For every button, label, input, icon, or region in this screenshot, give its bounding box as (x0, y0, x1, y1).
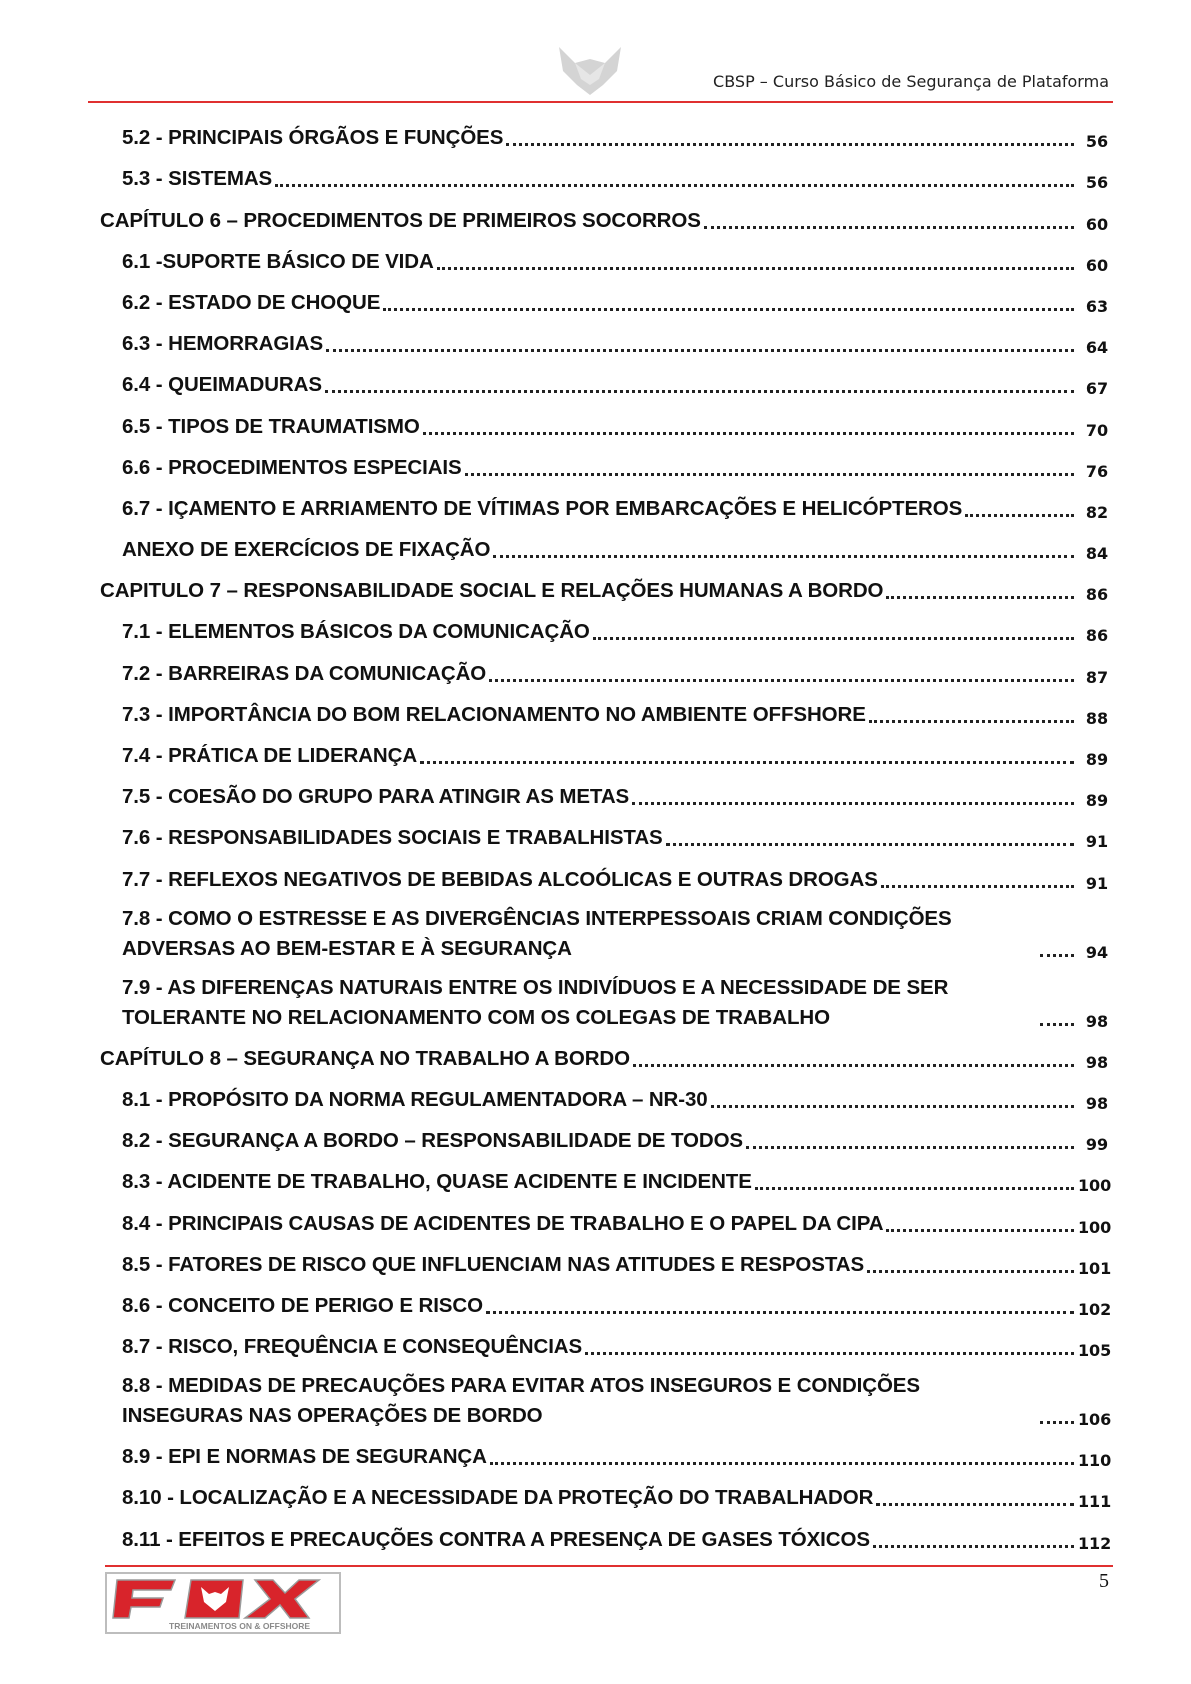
toc-entry-page: 100 (1078, 1176, 1112, 1196)
fox-watermark-icon (555, 45, 625, 97)
toc-entry-label: 8.4 - PRINCIPAIS CAUSAS DE ACIDENTES DE TRABALHO E O PAPEL DA CIPA (122, 1211, 884, 1235)
toc-entry-page: 105 (1078, 1341, 1112, 1361)
toc-entry-page: 98 (1085, 1093, 1108, 1113)
toc-section-entry[interactable] (100, 817, 1108, 858)
toc-entry-label: 8.9 - EPI E NORMAS DE SEGURANÇA (122, 1445, 487, 1469)
toc-entry-label: 8.11 - EFEITOS E PRECAUÇÕES CONTRA A PRESENÇA DE GASES TÓXICOS (122, 1527, 870, 1551)
toc-dot-leader (632, 802, 1074, 805)
toc-entry-page: 111 (1078, 1492, 1112, 1512)
toc-dot-leader (965, 514, 1074, 517)
toc-dot-leader (746, 1146, 1074, 1149)
toc-dot-leader (1040, 954, 1074, 957)
toc-entry-label: 8.1 - PROPÓSITO DA NORMA REGULAMENTADORA – NR-30 (122, 1087, 708, 1111)
toc-section-entry[interactable] (100, 735, 1108, 776)
toc-entry-label: 7.8 - COMO O ESTRESSE E AS DIVERGÊNCIAS INTERPESSOAIS CRIAM CONDIÇÕES ADVERSAS AO BEM-ESTAR E À SEGURANÇA (122, 906, 952, 960)
toc-entry-label: 7.4 - PRÁTICA DE LIDERANÇA (122, 744, 418, 767)
toc-section-entry[interactable] (100, 1244, 1112, 1285)
toc-entry-page: 94 (1085, 942, 1108, 962)
toc-section-entry[interactable] (100, 364, 1108, 405)
toc-section-entry[interactable] (100, 1518, 1112, 1559)
toc-section-entry[interactable] (100, 241, 1108, 282)
toc-section-entry[interactable] (100, 900, 1108, 969)
toc-entry-page: 101 (1078, 1258, 1112, 1278)
toc-section-entry[interactable] (100, 1477, 1112, 1518)
toc-entry-page: 88 (1085, 708, 1108, 728)
toc-dot-leader (383, 308, 1074, 311)
toc-section-entry[interactable] (100, 117, 1108, 158)
toc-entry-label: CAPITULO 7 – RESPONSABILIDADE SOCIAL E RELAÇÕES HUMANAS A BORDO (100, 579, 884, 603)
toc-dot-leader (881, 885, 1074, 888)
toc-dot-leader (490, 1462, 1074, 1465)
toc-dot-leader (325, 390, 1074, 393)
toc-dot-leader (326, 349, 1074, 352)
toc-section-entry[interactable] (100, 529, 1108, 570)
toc-dot-leader (437, 267, 1074, 270)
toc-dot-leader (486, 1311, 1074, 1314)
toc-section-entry[interactable] (100, 1120, 1108, 1161)
toc-section-entry[interactable] (100, 1436, 1112, 1477)
toc-entry-page: 106 (1078, 1410, 1112, 1430)
toc-section-entry[interactable] (100, 158, 1108, 199)
toc-entry-label: 8.7 - RISCO, FREQUÊNCIA E CONSEQUÊNCIAS (122, 1335, 583, 1359)
toc-entry-page: 70 (1085, 420, 1108, 440)
toc-entry-label: 8.10 - LOCALIZAÇÃO E A NECESSIDADE DA PROTEÇÃO DO TRABALHADOR (122, 1486, 874, 1510)
toc-entry-page: 98 (1085, 1011, 1108, 1031)
toc-dot-leader (704, 226, 1074, 229)
toc-entry-label: 6.1 -SUPORTE BÁSICO DE VIDA (122, 249, 434, 273)
toc-section-entry[interactable] (100, 858, 1108, 899)
toc-entry-page: 76 (1085, 461, 1108, 481)
toc-dot-leader (867, 1270, 1074, 1273)
toc-dot-leader (1040, 1421, 1074, 1424)
toc-entry-label: 6.3 - HEMORRAGIAS (122, 332, 324, 356)
toc-dot-leader (666, 843, 1074, 846)
toc-entry-label: 7.5 - COESÃO DO GRUPO PARA ATINGIR AS METAS (122, 785, 630, 809)
toc-dot-leader (633, 1064, 1074, 1067)
toc-chapter-entry[interactable] (100, 1038, 1108, 1079)
toc-entry-label: CAPÍTULO 6 – PROCEDIMENTOS DE PRIMEIROS SOCORROS (100, 208, 701, 232)
toc-entry-page: 60 (1085, 214, 1108, 234)
logo-tagline: TREINAMENTOS ON & OFFSHORE (169, 1621, 311, 1631)
toc-dot-leader (876, 1503, 1074, 1506)
toc-entry-page: 56 (1085, 173, 1108, 193)
toc-dot-leader (585, 1352, 1074, 1355)
toc-section-entry[interactable] (100, 1202, 1112, 1243)
toc-entry-page: 89 (1085, 791, 1108, 811)
toc-section-entry[interactable] (100, 1326, 1112, 1367)
toc-entry-label: 6.6 - PROCEDIMENTOS ESPECIAIS (122, 455, 462, 479)
toc-entry-label: 7.1 - ELEMENTOS BÁSICOS DA COMUNICAÇÃO (122, 620, 590, 644)
toc-section-entry[interactable] (100, 1367, 1112, 1436)
toc-entry-page: 100 (1078, 1217, 1112, 1237)
toc-section-entry[interactable] (100, 405, 1108, 446)
toc-entry-label: 8.8 - MEDIDAS DE PRECAUÇÕES PARA EVITAR ATOS INSEGUROS E CONDIÇÕES INSEGURAS NAS OPERAÇÕES DE BORDO (122, 1374, 920, 1428)
toc-entry-label: 8.5 - FATORES DE RISCO QUE INFLUENCIAM NAS ATITUDES E RESPOSTAS (122, 1252, 865, 1276)
toc-dot-leader (506, 143, 1074, 146)
toc-entry-page: 91 (1085, 832, 1108, 852)
toc-dot-leader (886, 1229, 1074, 1232)
toc-entry-page: 89 (1085, 750, 1108, 769)
toc-entry-page: 56 (1085, 132, 1108, 152)
toc-section-entry[interactable] (100, 652, 1108, 693)
fox-logo (105, 1572, 341, 1634)
toc-entry-label: 8.6 - CONCEITO DE PERIGO E RISCO (122, 1293, 483, 1317)
toc-section-entry[interactable] (100, 1079, 1108, 1120)
toc-entry-page: 87 (1085, 667, 1108, 687)
toc-entry-label: 6.5 - TIPOS DE TRAUMATISMO (122, 414, 420, 438)
toc-dot-leader (869, 720, 1074, 723)
toc-dot-leader (755, 1187, 1074, 1190)
toc-entry-page: 67 (1085, 379, 1108, 399)
toc-entry-label: 6.2 - ESTADO DE CHOQUE (122, 290, 381, 314)
toc-entry-label: 7.3 - IMPORTÂNCIA DO BOM RELACIONAMENTO NO AMBIENTE OFFSHORE (122, 702, 866, 726)
toc-entry-page: 91 (1085, 873, 1108, 893)
toc-entry-page: 102 (1078, 1299, 1112, 1319)
toc-entry-label: 6.4 - QUEIMADURAS (122, 373, 322, 397)
toc-section-entry[interactable] (100, 776, 1108, 817)
table-of-contents (100, 117, 1112, 1560)
toc-entry-page: 84 (1085, 544, 1108, 564)
toc-entry-page: 98 (1085, 1052, 1108, 1072)
toc-entry-label: CAPÍTULO 8 – SEGURANÇA NO TRABALHO A BORDO (100, 1046, 630, 1070)
toc-dot-leader (711, 1105, 1074, 1108)
toc-section-entry[interactable] (100, 969, 1108, 1038)
toc-entry-page: 86 (1085, 626, 1108, 646)
toc-entry-label: 7.7 - REFLEXOS NEGATIVOS DE BEBIDAS ALCOÓLICAS E OUTRAS DROGAS (122, 867, 878, 891)
toc-dot-leader (465, 473, 1074, 476)
toc-dot-leader (886, 596, 1074, 599)
toc-entry-label: 5.2 - PRINCIPAIS ÓRGÃOS E FUNÇÕES (122, 126, 504, 150)
toc-entry-page: 63 (1085, 296, 1108, 316)
toc-entry-page: 110 (1078, 1451, 1112, 1471)
toc-entry-label: 7.9 - AS DIFERENÇAS NATURAIS ENTRE OS INDIVÍDUOS E A NECESSIDADE DE SER TOLERANTE NO RELACIONAMENTO COM OS COLEGAS DE TRABALHO (122, 975, 949, 1029)
toc-entry-label: 5.3 - SISTEMAS (122, 167, 273, 191)
toc-entry-page: 86 (1085, 585, 1108, 605)
toc-entry-page: 82 (1085, 502, 1108, 522)
header-rule (88, 101, 1113, 103)
toc-section-entry[interactable] (100, 1161, 1112, 1202)
toc-dot-leader (489, 679, 1074, 682)
toc-dot-leader (593, 637, 1074, 640)
toc-section-entry[interactable] (100, 694, 1108, 735)
toc-dot-leader (275, 184, 1074, 187)
toc-dot-leader (493, 555, 1074, 558)
toc-dot-leader (423, 432, 1074, 435)
toc-chapter-entry[interactable] (100, 570, 1108, 611)
page-number: 5 (1099, 1570, 1109, 1592)
toc-section-entry[interactable] (100, 488, 1108, 529)
toc-entry-label: ANEXO DE EXERCÍCIOS DE FIXAÇÃO (122, 538, 491, 562)
toc-dot-leader (873, 1545, 1074, 1548)
toc-entry-page: 64 (1085, 338, 1108, 358)
toc-entry-page: 60 (1085, 255, 1108, 275)
header-title: CBSP – Curso Básico de Segurança de Plataforma (713, 72, 1109, 91)
toc-dot-leader (420, 761, 1074, 764)
toc-section-entry[interactable] (100, 1285, 1112, 1326)
toc-entry-label: 8.3 - ACIDENTE DE TRABALHO, QUASE ACIDENTE E INCIDENTE (122, 1170, 752, 1194)
toc-section-entry[interactable] (100, 323, 1108, 364)
toc-entry-label: 7.2 - BARREIRAS DA COMUNICAÇÃO (122, 661, 487, 685)
toc-chapter-entry[interactable] (100, 199, 1108, 240)
toc-entry-label: 6.7 - IÇAMENTO E ARRIAMENTO DE VÍTIMAS POR EMBARCAÇÕES E HELICÓPTEROS (122, 496, 963, 520)
toc-section-entry[interactable] (100, 282, 1108, 323)
toc-entry-label: 7.6 - RESPONSABILIDADES SOCIAIS E TRABALHISTAS (122, 826, 663, 850)
toc-dot-leader (1040, 1023, 1074, 1026)
toc-entry-page: 112 (1078, 1533, 1112, 1553)
toc-section-entry[interactable] (100, 447, 1108, 488)
footer-rule (105, 1565, 1113, 1567)
toc-entry-page: 99 (1085, 1135, 1108, 1155)
toc-entry-label: 8.2 - SEGURANÇA A BORDO – RESPONSABILIDADE DE TODOS (122, 1129, 743, 1153)
toc-section-entry[interactable] (100, 611, 1108, 652)
